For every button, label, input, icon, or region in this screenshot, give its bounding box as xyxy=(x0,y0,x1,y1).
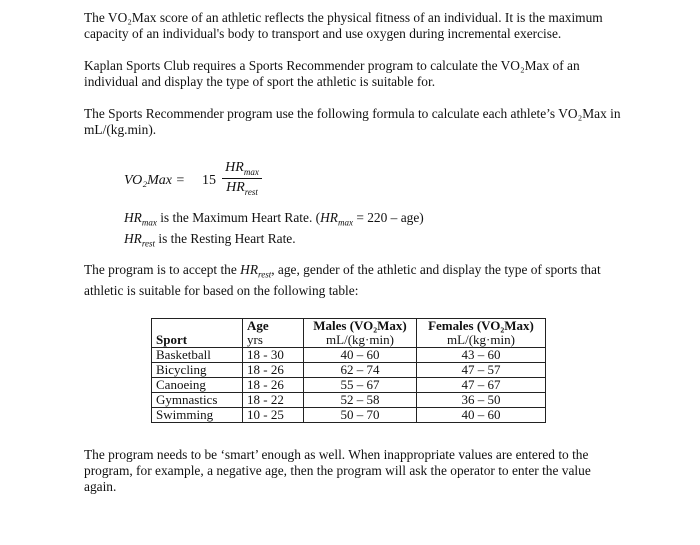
table-row xyxy=(152,348,546,363)
cell-males: 52 – 58 xyxy=(304,393,417,408)
cell-males: 50 – 70 xyxy=(304,408,417,423)
cell-females: 40 – 60 xyxy=(417,408,546,423)
cell-females: 36 – 50 xyxy=(417,393,546,408)
cell-age: 18 - 26 xyxy=(243,378,304,393)
sports-table xyxy=(151,318,546,423)
program-paragraph: The program is to accept the $HR_{rest}$, age, gender of the athletic and display the type of sports that athletic is suitable for based on the following table: xyxy=(84,262,601,298)
header-sport xyxy=(152,319,243,334)
cell-sport: Basketball xyxy=(152,348,243,363)
cell-age: 18 - 22 xyxy=(243,393,304,408)
formula-coefficient: 15 xyxy=(202,173,216,188)
header-females: Females (VO₂Max) xyxy=(417,319,546,334)
cell-sport: Bicycling xyxy=(152,363,243,378)
header-age: Age xyxy=(243,319,304,334)
intro-paragraph-kaplan: Kaplan Sports Club requires a Sports Recommender program to calculate the VO₂Max of an individual and display the type of sport the athletic is suitable for. xyxy=(84,58,580,89)
cell-males: 40 – 60 xyxy=(304,348,417,363)
cell-males: 55 – 67 xyxy=(304,378,417,393)
cell-females: 47 – 67 xyxy=(417,378,546,393)
formula-lhs: VO₂Max = xyxy=(124,173,185,188)
header-males: Males (VO₂Max) xyxy=(304,319,417,334)
cell-age: 18 - 26 xyxy=(243,363,304,378)
intro-paragraph-vo2max: The VO₂Max score of an athletic reflects the physical fitness of an individual. It is the maximum capacity of an individual's body to transport and use oxygen during incremental exercise. xyxy=(84,10,603,41)
hrmax-definition: $HR_{max}$ is the Maximum Heart Rate. $(HR_{max} = 220 - age)$ xyxy=(124,210,424,228)
table-row xyxy=(152,408,546,423)
formula-numerator: $HR_{max}$ xyxy=(225,160,259,177)
hrrest-definition: $HR_{rest}$ is the Resting Heart Rate. xyxy=(124,230,296,249)
cell-females: 43 – 60 xyxy=(417,348,546,363)
cell-sport: Swimming xyxy=(152,408,243,423)
cell-age: 10 - 25 xyxy=(243,408,304,423)
cell-females: 47 – 57 xyxy=(417,363,546,378)
table-unit-row xyxy=(152,333,546,348)
cell-sport: Canoeing xyxy=(152,378,243,393)
formula-denominator: $HR_{rest}$ xyxy=(226,179,258,197)
table-row xyxy=(152,393,546,408)
variable-definitions xyxy=(124,210,424,251)
closing-paragraph: The program needs to be ‘smart’ enough as well. When inappropriate values are entered to the program, for example, a negative age, then the program will ask the operator to enter the value again. xyxy=(84,447,591,494)
cell-sport: Gymnastics xyxy=(152,393,243,408)
header-sport-label: Sport xyxy=(152,333,243,348)
table-row xyxy=(152,378,546,393)
header-males-unit: mL/(kg·min) xyxy=(304,333,417,348)
formula-fraction xyxy=(222,160,262,197)
header-age-unit: yrs xyxy=(243,333,304,348)
table-row xyxy=(152,363,546,378)
cell-age: 18 - 30 xyxy=(243,348,304,363)
cell-males: 62 – 74 xyxy=(304,363,417,378)
header-females-unit: mL/(kg·min) xyxy=(417,333,546,348)
table-header-row xyxy=(152,319,546,334)
intro-paragraph-formula: The Sports Recommender program use the following formula to calculate each athlete’s VO₂Max in mL/(kg.min). xyxy=(84,106,621,137)
